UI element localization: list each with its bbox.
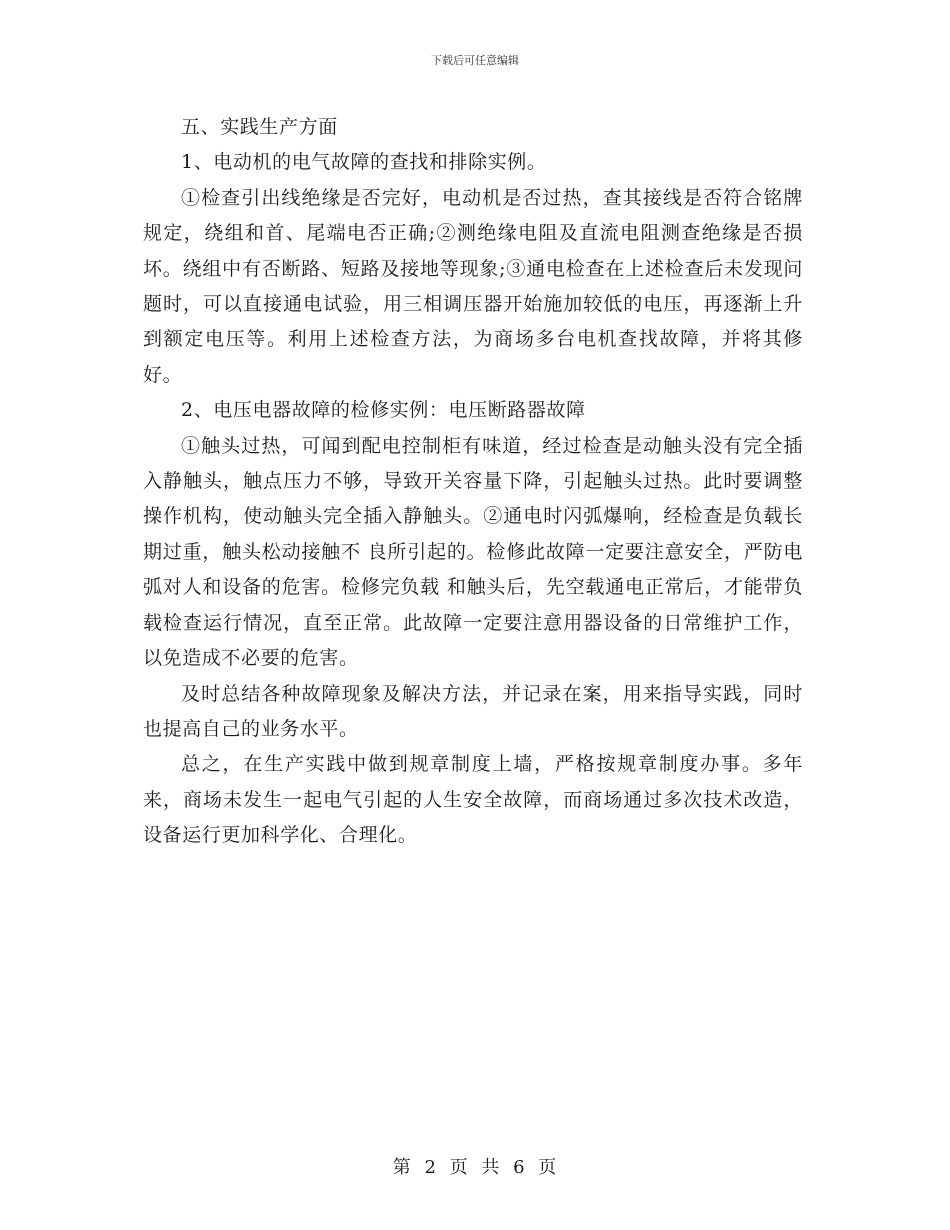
page-number: 第 2 页 共 6 页 — [392, 1157, 558, 1178]
conclusion-paragraph: 总之，在生产实践中做到规章制度上墙，严格按规章制度办事。多年来，商场未发生一起电气引起的人生安全故障，而商场通过多次技术改造，设备运行更加科学化、合理化。 — [143, 753, 803, 847]
item2-title: 2、电压电器故障的检修实例：电压断路器故障 — [181, 399, 586, 422]
section-title: 五、实践生产方面 — [181, 116, 338, 138]
item1-body: ①检查引出线绝缘是否完好，电动机是否过热，查其接线是否符合铭牌规定，绕组和首、尾端电否正确;②测绝缘电阻及直流电阻测查绝缘是否损坏。绕组中有否断路、短路及接地等现象;③通电检查在上述检查后未发现问题时，可以直接通电试验，用三相调压器开始施加较低的电压，再逐渐上升到额定电压等。利用上述检查方法，为商场多台电机查找故障，并将其修好。 — [143, 186, 803, 386]
item2-body: ①触头过热，可闻到配电控制柜有味道，经过检查是动触头没有完全插入静触头，触点压力不够，导致开关容量下降，引起触头过热。此时要调整操作机构，使动触头完全插入静触头。②通电时闪弧爆响，经检查是负载长期过重，触头松动接触不 良所引起的。检修此故障一定要注意安全，严防电弧对人和设备的危害。检修完负载 和触头后，先空载通电正常后，才能带负载检查运行情况，直至正常。此故障一定要注意用器设备的日常维护工作，以免造成不必要的危害。 — [143, 434, 803, 670]
summary-paragraph: 及时总结各种故障现象及解决方法，并记录在案，用来指导实践，同时也提高自己的业务水平。 — [143, 682, 803, 740]
document-body — [143, 110, 803, 854]
page-header-note: 下载后可任意编辑 — [431, 54, 519, 67]
item1-title: 1、电动机的电气故障的查找和排除实例。 — [181, 151, 547, 174]
